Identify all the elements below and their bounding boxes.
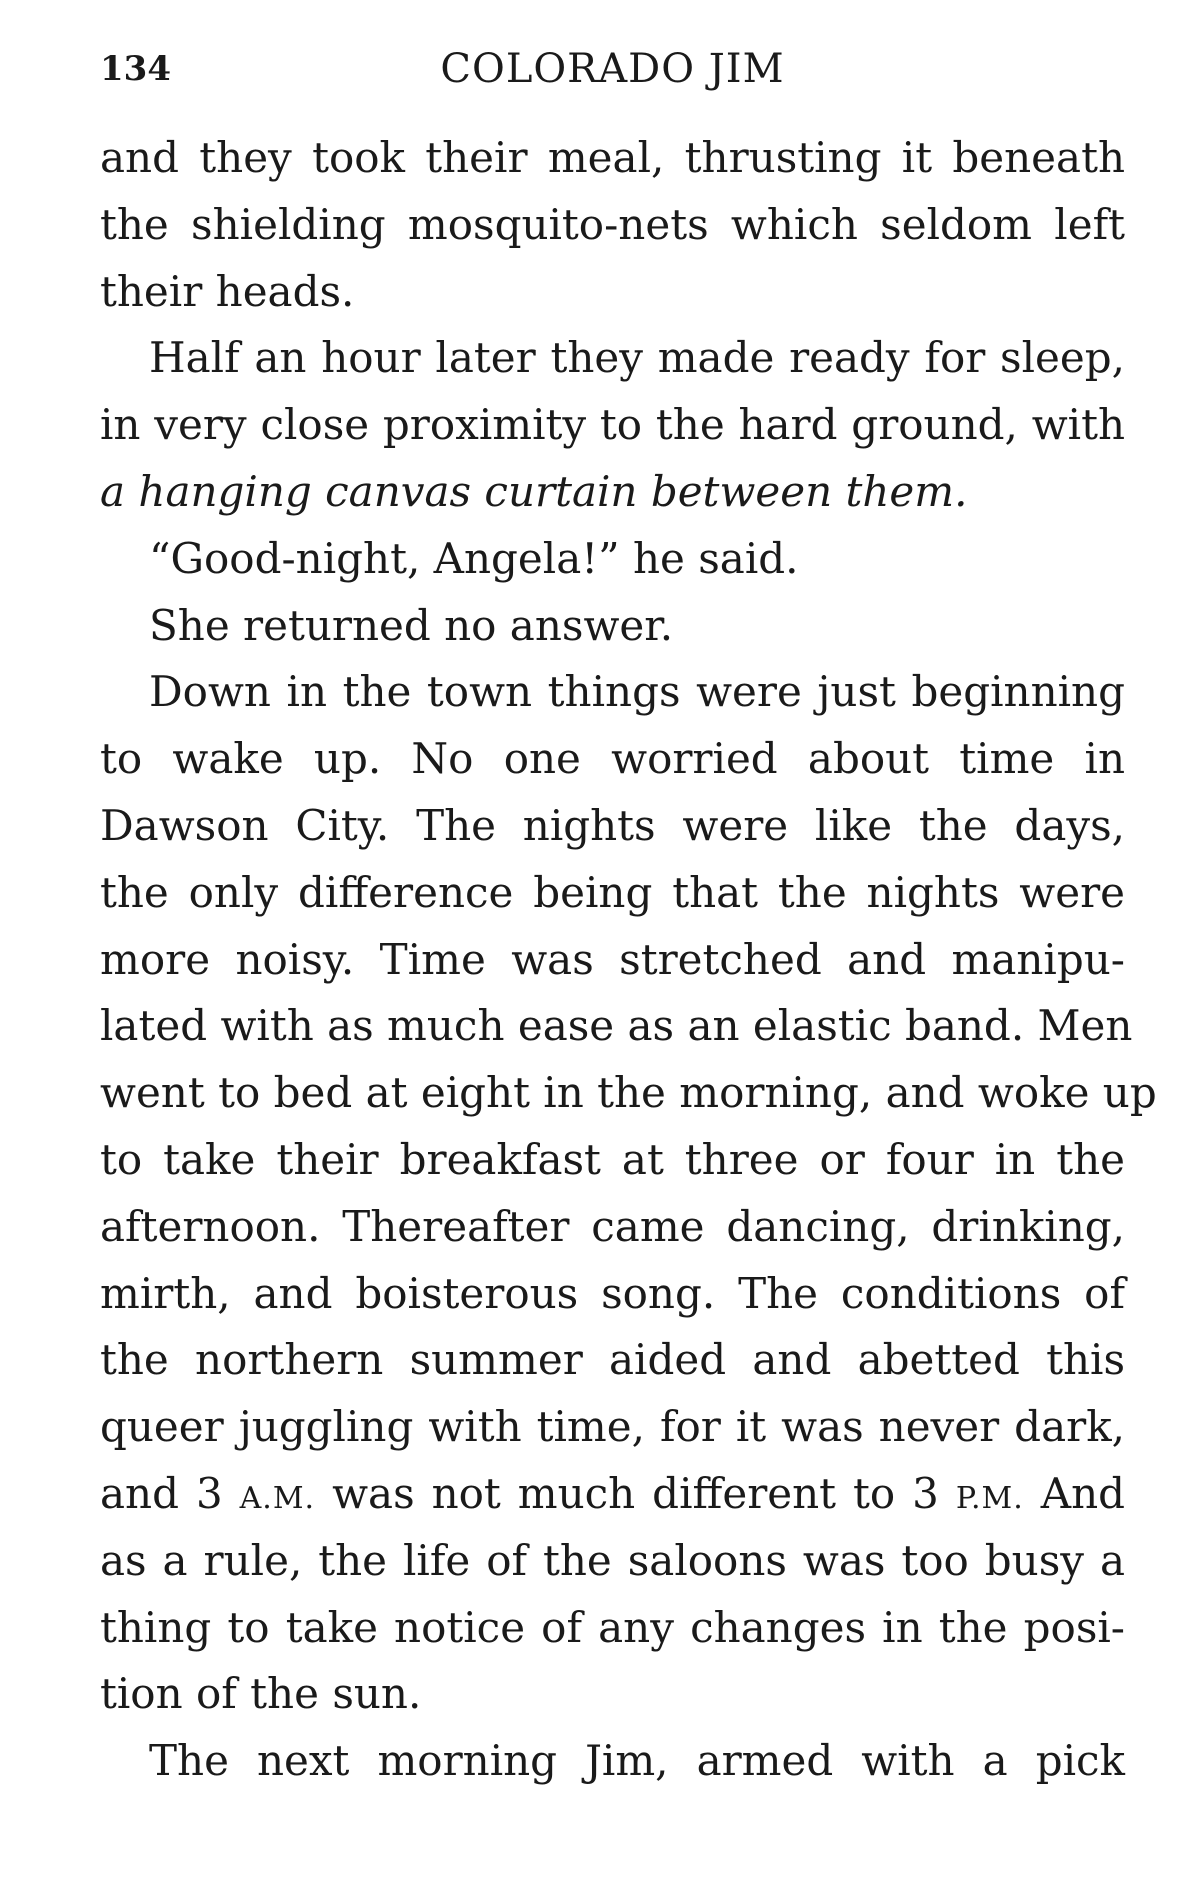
- running-title: COLORADO JIM: [440, 46, 785, 92]
- text-line: afternoon. Thereafter came dancing, drinking,: [100, 1201, 1125, 1251]
- text-line: Down in the town things were just beginning: [149, 667, 1125, 717]
- text-line: went to bed at eight in the morning, and woke up: [100, 1068, 1157, 1118]
- text-line: tion of the sun.: [100, 1669, 422, 1719]
- text-line: to wake up. No one worried about time in: [100, 734, 1125, 784]
- text-fragment: and 3: [100, 1468, 240, 1518]
- text-line: as a rule, the life of the saloons was too busy a: [100, 1535, 1125, 1585]
- text-line: the northern summer aided and abetted this: [100, 1335, 1125, 1385]
- text-line: Half an hour later they made ready for sleep,: [149, 333, 1125, 383]
- text-line: to take their breakfast at three or four in the: [100, 1134, 1125, 1184]
- text-line: more noisy. Time was stretched and manipu-: [100, 934, 1125, 984]
- body-text: [100, 125, 1157, 1795]
- text-line: the only difference being that the nights were: [100, 867, 1125, 917]
- text-line: Dawson City. The nights were like the days,: [100, 800, 1125, 850]
- pm-small-caps: P.M.: [955, 1480, 1024, 1516]
- text-line: the shielding mosquito-nets which seldom left: [100, 199, 1125, 249]
- text-fragment: was not much different to 3: [315, 1468, 956, 1518]
- text-line: “Good-night, Angela!” he said.: [149, 533, 799, 583]
- text-line: She returned no answer.: [149, 600, 674, 650]
- page-number: 134: [100, 49, 171, 89]
- text-line-with-times: [100, 1461, 1125, 1528]
- text-line: queer juggling with time, for it was never dark,: [100, 1402, 1125, 1452]
- am-small-caps: A.M.: [239, 1480, 316, 1516]
- text-line: lated with as much ease as an elastic band. Men: [100, 1001, 1133, 1051]
- text-line: a hanging canvas curtain between them.: [100, 466, 968, 516]
- page-header: [100, 44, 1125, 94]
- text-line: The next morning Jim, armed with a pick: [149, 1736, 1125, 1786]
- text-line: in very close proximity to the hard ground, with: [100, 400, 1125, 450]
- text-line: their heads.: [100, 266, 355, 316]
- text-line: mirth, and boisterous song. The conditions of: [100, 1268, 1125, 1318]
- text-line: thing to take notice of any changes in the posi-: [100, 1602, 1125, 1652]
- text-fragment: And: [1023, 1468, 1125, 1518]
- text-line: and they took their meal, thrusting it beneath: [100, 133, 1125, 182]
